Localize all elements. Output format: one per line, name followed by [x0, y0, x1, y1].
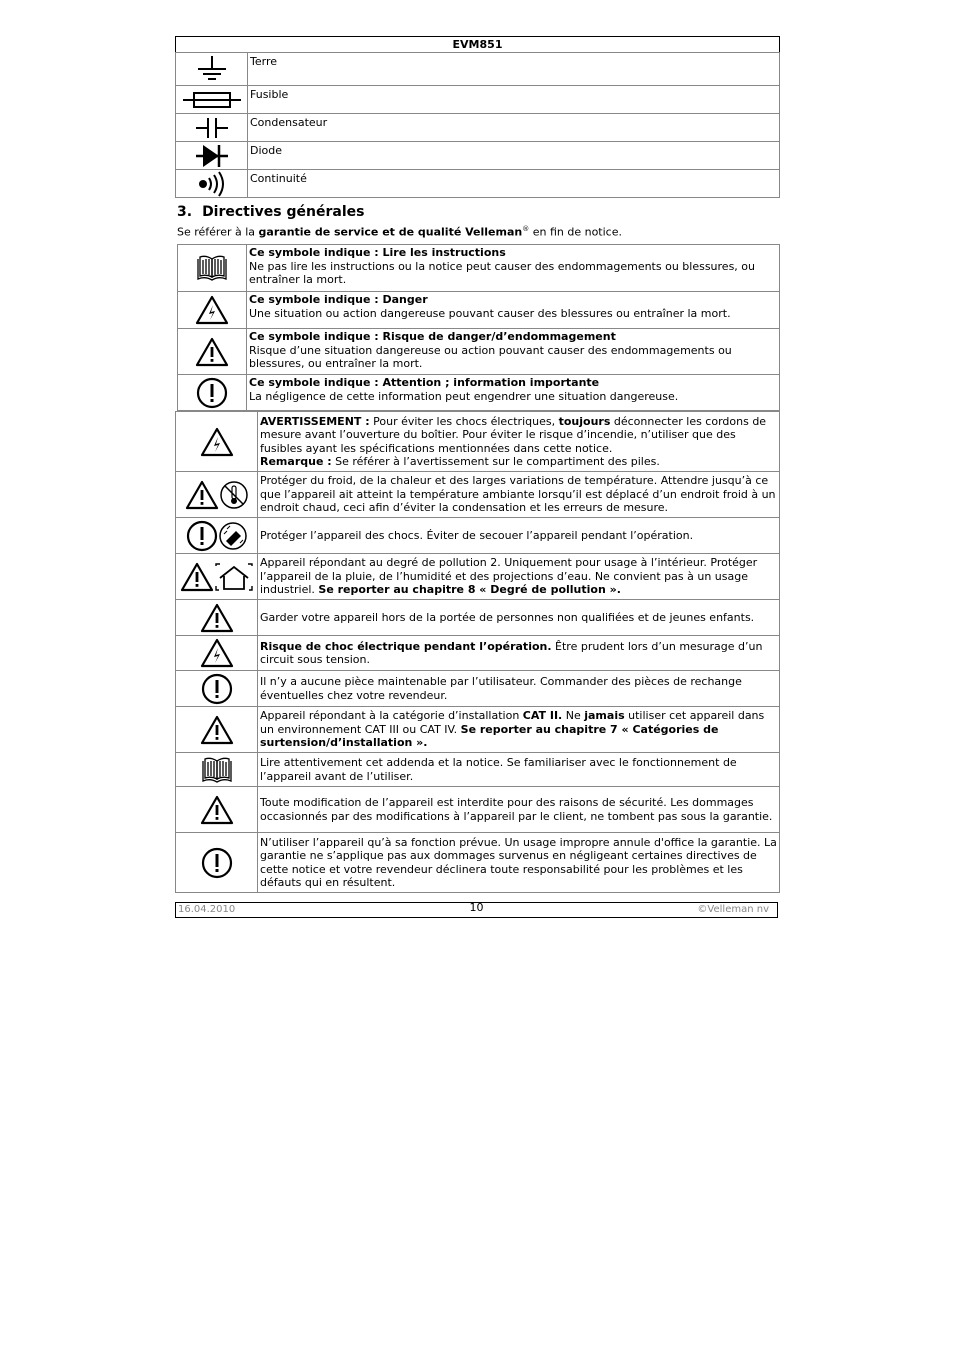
- warning-triangle-icon: [195, 337, 229, 367]
- meaning-title: Ce symbole indique : Danger: [249, 293, 428, 306]
- meaning-title: Ce symbole indique : Lire les instructions: [249, 246, 506, 259]
- intro-text: Se référer à la garantie de service et de qualité Velleman® en fin de notice.: [177, 225, 622, 239]
- rule-row: [176, 518, 780, 554]
- symbol-table: [175, 52, 780, 198]
- capacitor-icon: [195, 116, 229, 140]
- rule-text: Protéger du froid, de la chaleur et des larges variations de température. Attendre jusqu’à ce que l’appareil ait atteint la température ambiante lorsqu’il est déplacé d’un endroit froid à un endroit chaud, ceci afin d’éviter la condensation et les erreurs de mesure.: [258, 472, 780, 518]
- meaning-text: Ne pas lire les instructions ou la notice peut causer des endommagements ou blessures, ou entraîner la mort.: [249, 259, 756, 286]
- meaning-text: Risque d’une situation dangereuse ou action pouvant causer des endommagements ou blessures, ou entraîner la mort.: [249, 343, 732, 370]
- danger-voltage-icon: [200, 427, 234, 457]
- continuity-icon: [197, 171, 227, 197]
- meaning-row: [178, 292, 780, 329]
- rule-text: Appareil répondant à la catégorie d’installation CAT II. Ne jamais utiliser cet appareil dans un environnement CAT III ou CAT IV. Se reporter au chapitre 7 « Catégories de surtension/d’installation ».: [258, 707, 780, 753]
- page-footer: [175, 902, 778, 918]
- section-heading: 3. Directives générales: [177, 204, 365, 220]
- read-manual-icon: [195, 254, 229, 282]
- footer-date: 16.04.2010: [178, 904, 236, 915]
- rule-text: Protéger l’appareil des chocs. Éviter de secouer l’appareil pendant l’opération.: [258, 518, 780, 554]
- symbol-label: Condensateur: [248, 114, 780, 142]
- footer-copyright: ©Velleman nv: [697, 904, 769, 915]
- symbol-row: [176, 170, 780, 198]
- attention-circle-icon: [186, 520, 218, 552]
- attention-circle-icon: [196, 377, 228, 409]
- rule-text: Lire attentivement cet addenda et la notice. Se familiariser avec le fonctionnement de l’appareil avant de l’utiliser.: [258, 753, 780, 787]
- shock-icon: [218, 521, 248, 551]
- indoor-house-icon: [214, 562, 254, 592]
- danger-voltage-icon: [200, 638, 234, 668]
- header-table: [175, 36, 780, 53]
- warning-triangle-icon: [185, 480, 219, 510]
- rule-row: [176, 554, 780, 600]
- attention-circle-icon: [201, 673, 233, 705]
- rule-row: [176, 833, 780, 893]
- temperature-icon: [219, 480, 249, 510]
- rules-table: [175, 411, 780, 893]
- meaning-title: Ce symbole indique : Risque de danger/d’endommagement: [249, 330, 616, 343]
- read-manual-icon: [200, 756, 234, 784]
- symbol-row: [176, 114, 780, 142]
- symbol-row: [176, 86, 780, 114]
- rule-row: [176, 671, 780, 707]
- symbol-label: Terre: [248, 53, 780, 86]
- meaning-row: [178, 245, 780, 292]
- symbol-row: [176, 53, 780, 86]
- fuse-icon: [182, 89, 242, 111]
- symbol-label: Continuité: [248, 170, 780, 198]
- danger-voltage-icon: [195, 295, 229, 325]
- rule-text: Appareil répondant au degré de pollution 2. Uniquement pour usage à l’intérieur. Protéger l’appareil de la pluie, de l’humidité et des projections d’eau. Ne convient pas à un usage industriel. Se reporter au chapitre 8 « Degré de pollution ».: [258, 554, 780, 600]
- symbol-label: Fusible: [248, 86, 780, 114]
- warning-triangle-icon: [180, 562, 214, 592]
- diode-icon: [195, 143, 229, 169]
- earth-ground-icon: [194, 54, 230, 84]
- rule-row: [176, 636, 780, 671]
- rule-text: Garder votre appareil hors de la portée de personnes non qualifiées et de jeunes enfants.: [258, 600, 780, 636]
- meaning-title: Ce symbole indique : Attention ; information importante: [249, 376, 600, 389]
- rule-row: [176, 600, 780, 636]
- warning-triangle-icon: [200, 715, 234, 745]
- document-title: EVM851: [176, 37, 780, 53]
- rule-row: [176, 707, 780, 753]
- page-number: 10: [469, 901, 484, 914]
- warning-triangle-icon: [200, 795, 234, 825]
- meaning-text: La négligence de cette information peut engendrer une situation dangereuse.: [249, 389, 679, 403]
- meaning-row: [178, 329, 780, 375]
- rule-row: [176, 753, 780, 787]
- rule-row: [176, 787, 780, 833]
- rule-text: Toute modification de l’appareil est interdite pour des raisons de sécurité. Les dommages occasionnés par des modifications à l’appareil par le client, ne tombent pas sous la garantie.: [258, 787, 780, 833]
- rule-text: AVERTISSEMENT : Pour éviter les chocs électriques, toujours déconnecter les cordons de mesure avant l’ouverture du boîtier. Pour éviter le risque d’incendie, n’utiliser que des fusibles ayant les spécifications mentionnées dans cette notice. Remarque : Se référer à l’avertissement sur le compartiment des piles.: [258, 412, 780, 472]
- rule-row: [176, 412, 780, 472]
- meaning-text: Une situation ou action dangereuse pouvant causer des blessures ou entraîner la mort.: [249, 306, 731, 320]
- rule-text: N’utiliser l’appareil qu’à sa fonction prévue. Un usage impropre annule d'office la garantie. La garantie ne s’applique pas aux dommages survenus en négligeant certaines directives de cette notice et votre revendeur déclinera toute responsabilité pour les problèmes et les défauts qui en résultent.: [258, 833, 780, 893]
- symbol-label: Diode: [248, 142, 780, 170]
- meanings-table: [177, 244, 780, 411]
- rule-row: [176, 472, 780, 518]
- warning-triangle-icon: [200, 603, 234, 633]
- attention-circle-icon: [201, 847, 233, 879]
- rule-text: Risque de choc électrique pendant l’opération. Être prudent lors d’un mesurage d’un circuit sous tension.: [258, 636, 780, 671]
- meaning-row: [178, 375, 780, 411]
- rule-text: Il n’y a aucune pièce maintenable par l’utilisateur. Commander des pièces de rechange éventuelles chez votre revendeur.: [258, 671, 780, 707]
- symbol-row: [176, 142, 780, 170]
